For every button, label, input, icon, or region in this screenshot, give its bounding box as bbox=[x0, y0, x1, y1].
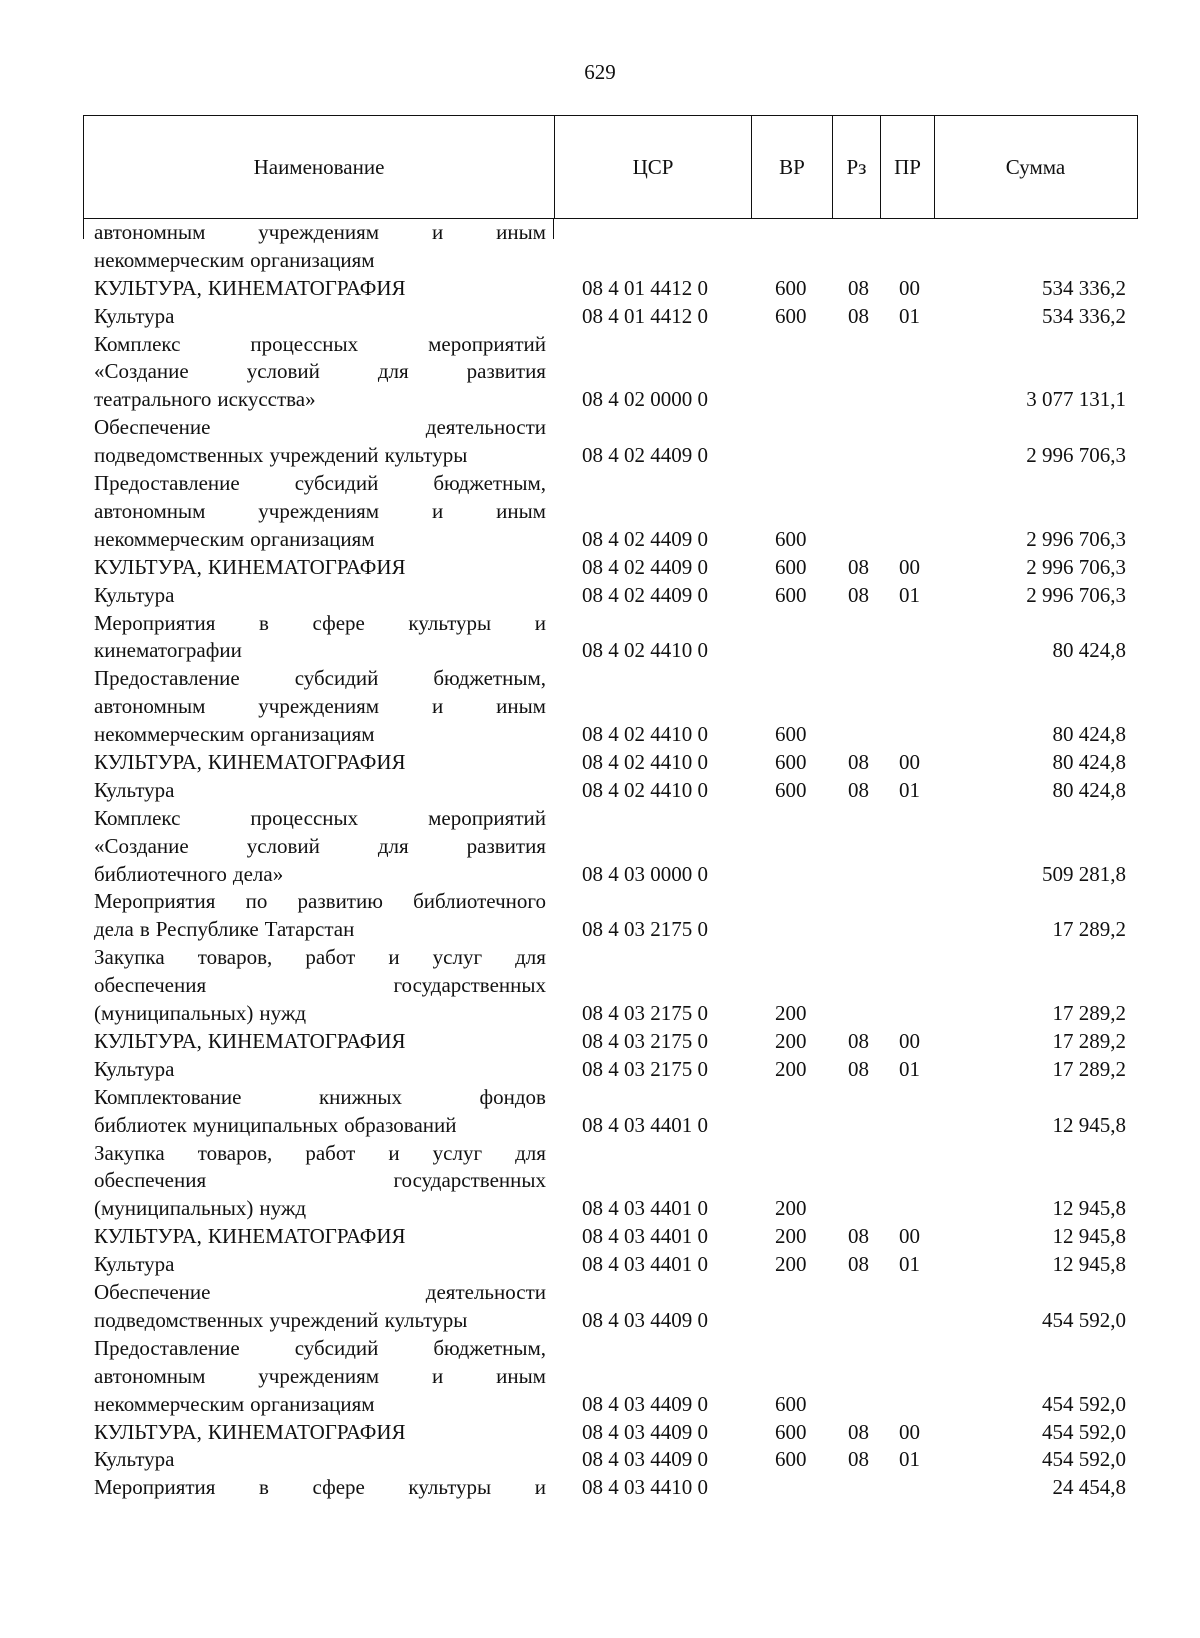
row-vr: 600 bbox=[775, 722, 807, 747]
row-name bbox=[94, 1084, 546, 1140]
table-row bbox=[0, 470, 1200, 554]
row-name bbox=[94, 1140, 546, 1224]
row-name-line: Обеспечение деятельности bbox=[94, 415, 546, 440]
header-rz: Рз bbox=[832, 116, 880, 218]
row-sum: 17 289,2 bbox=[1052, 1028, 1126, 1053]
row-vr: 600 bbox=[775, 526, 807, 551]
row-csr: 08 4 03 4409 0 bbox=[582, 1419, 708, 1444]
row-name bbox=[94, 665, 546, 749]
row-vr: 200 bbox=[775, 1252, 807, 1277]
row-pr: 00 bbox=[899, 275, 920, 300]
row-vr: 200 bbox=[775, 1001, 807, 1026]
row-sum: 24 454,8 bbox=[1052, 1475, 1126, 1500]
row-name-line: КУЛЬТУРА, КИНЕМАТОГРАФИЯ bbox=[94, 1419, 406, 1444]
row-sum: 534 336,2 bbox=[1042, 303, 1126, 328]
row-name bbox=[94, 1279, 546, 1335]
row-name-line: Предоставление субсидий бюджетным, bbox=[94, 1335, 546, 1360]
row-pr: 01 bbox=[899, 1252, 920, 1277]
table-row bbox=[0, 582, 1200, 610]
table-row bbox=[0, 1474, 1200, 1502]
row-csr: 08 4 02 4409 0 bbox=[582, 554, 708, 579]
row-vr: 600 bbox=[775, 750, 807, 775]
row-sum: 2 996 706,3 bbox=[1026, 554, 1126, 579]
row-name bbox=[94, 1056, 546, 1084]
table-row bbox=[0, 749, 1200, 777]
row-name-line: Культура bbox=[94, 1252, 175, 1277]
table-row bbox=[0, 1419, 1200, 1447]
row-sum: 454 592,0 bbox=[1042, 1447, 1126, 1472]
row-name-line: КУЛЬТУРА, КИНЕМАТОГРАФИЯ bbox=[94, 750, 406, 775]
row-vr: 600 bbox=[775, 303, 807, 328]
row-name bbox=[94, 610, 546, 666]
row-vr: 600 bbox=[775, 1447, 807, 1472]
row-sum: 3 077 131,1 bbox=[1026, 387, 1126, 412]
row-name bbox=[94, 1474, 546, 1502]
row-name bbox=[94, 303, 546, 331]
row-name-line: Культура bbox=[94, 777, 175, 802]
row-csr: 08 4 03 4401 0 bbox=[582, 1112, 708, 1137]
table-row bbox=[0, 219, 1200, 275]
row-name-line: автономным учреждениям и иным bbox=[94, 694, 546, 719]
row-name-line: обеспечения государственных bbox=[94, 1168, 546, 1193]
table-row bbox=[0, 777, 1200, 805]
row-vr: 200 bbox=[775, 1224, 807, 1249]
row-name-line: дела в Республике Татарстан bbox=[94, 917, 355, 942]
row-sum: 2 996 706,3 bbox=[1026, 443, 1126, 468]
row-sum: 454 592,0 bbox=[1042, 1419, 1126, 1444]
row-csr: 08 4 03 2175 0 bbox=[582, 917, 708, 942]
row-sum: 80 424,8 bbox=[1052, 638, 1126, 663]
row-vr: 200 bbox=[775, 1196, 807, 1221]
row-sum: 12 945,8 bbox=[1052, 1224, 1126, 1249]
row-rz: 08 bbox=[848, 275, 869, 300]
row-pr: 01 bbox=[899, 303, 920, 328]
row-name-line: «Создание условий для развития bbox=[94, 359, 546, 384]
row-rz: 08 bbox=[848, 1447, 869, 1472]
table-row bbox=[0, 1028, 1200, 1056]
row-rz: 08 bbox=[848, 777, 869, 802]
table-row bbox=[0, 1335, 1200, 1419]
row-sum: 534 336,2 bbox=[1042, 275, 1126, 300]
row-name bbox=[94, 582, 546, 610]
row-name bbox=[94, 1335, 546, 1419]
row-csr: 08 4 02 4410 0 bbox=[582, 750, 708, 775]
row-vr: 600 bbox=[775, 777, 807, 802]
row-csr: 08 4 02 4410 0 bbox=[582, 638, 708, 663]
row-name-line: Культура bbox=[94, 582, 175, 607]
row-vr: 600 bbox=[775, 1391, 807, 1416]
table-row bbox=[0, 414, 1200, 470]
row-name-line: (муниципальных) нужд bbox=[94, 1001, 307, 1026]
row-vr: 600 bbox=[775, 1419, 807, 1444]
row-rz: 08 bbox=[848, 750, 869, 775]
row-csr: 08 4 03 2175 0 bbox=[582, 1056, 708, 1081]
table-row bbox=[0, 610, 1200, 666]
header-csr: ЦСР bbox=[554, 116, 751, 218]
row-csr: 08 4 03 4409 0 bbox=[582, 1391, 708, 1416]
row-name-line: театрального искусства» bbox=[94, 387, 316, 412]
row-name-line: Комплекс процессных мероприятий bbox=[94, 805, 546, 830]
row-name-line: Мероприятия по развитию библиотечного bbox=[94, 889, 546, 914]
table-row bbox=[0, 275, 1200, 303]
row-name-line: некоммерческим организациям bbox=[94, 722, 375, 747]
table-row bbox=[0, 888, 1200, 944]
row-csr: 08 4 03 4401 0 bbox=[582, 1224, 708, 1249]
row-pr: 01 bbox=[899, 1447, 920, 1472]
row-name bbox=[94, 219, 546, 275]
row-name-line: Обеспечение деятельности bbox=[94, 1280, 546, 1305]
row-csr: 08 4 01 4412 0 bbox=[582, 275, 708, 300]
row-name bbox=[94, 1028, 546, 1056]
row-name-line: подведомственных учреждений культуры bbox=[94, 443, 468, 468]
row-rz: 08 bbox=[848, 1028, 869, 1053]
row-name-line: Культура bbox=[94, 303, 175, 328]
row-rz: 08 bbox=[848, 582, 869, 607]
table-body bbox=[0, 219, 1200, 1502]
row-name-line: Предоставление субсидий бюджетным, bbox=[94, 471, 546, 496]
row-csr: 08 4 02 4410 0 bbox=[582, 722, 708, 747]
row-name bbox=[94, 1446, 546, 1474]
table-row bbox=[0, 1084, 1200, 1140]
row-pr: 00 bbox=[899, 554, 920, 579]
row-rz: 08 bbox=[848, 554, 869, 579]
row-name-line: КУЛЬТУРА, КИНЕМАТОГРАФИЯ bbox=[94, 275, 406, 300]
row-sum: 2 996 706,3 bbox=[1026, 526, 1126, 551]
table-row bbox=[0, 331, 1200, 415]
row-csr: 08 4 02 0000 0 bbox=[582, 387, 708, 412]
row-name-line: Комплектование книжных фондов bbox=[94, 1084, 546, 1109]
row-name bbox=[94, 470, 546, 554]
row-csr: 08 4 03 2175 0 bbox=[582, 1001, 708, 1026]
row-vr: 600 bbox=[775, 582, 807, 607]
table-row bbox=[0, 1446, 1200, 1474]
row-csr: 08 4 03 4401 0 bbox=[582, 1252, 708, 1277]
row-name-line: Закупка товаров, работ и услуг для bbox=[94, 945, 546, 970]
page-number: 629 bbox=[584, 60, 616, 84]
row-name bbox=[94, 331, 546, 415]
row-name bbox=[94, 1419, 546, 1447]
row-sum: 2 996 706,3 bbox=[1026, 582, 1126, 607]
row-sum: 17 289,2 bbox=[1052, 1001, 1126, 1026]
row-name-line: (муниципальных) нужд bbox=[94, 1196, 307, 1221]
row-name bbox=[94, 944, 546, 1028]
row-name bbox=[94, 275, 546, 303]
row-sum: 12 945,8 bbox=[1052, 1196, 1126, 1221]
row-name-line: Культура bbox=[94, 1447, 175, 1472]
row-sum: 12 945,8 bbox=[1052, 1252, 1126, 1277]
row-name-line: КУЛЬТУРА, КИНЕМАТОГРАФИЯ bbox=[94, 1224, 406, 1249]
row-csr: 08 4 03 4401 0 bbox=[582, 1196, 708, 1221]
row-name-line: автономным учреждениям и иным bbox=[94, 1363, 546, 1388]
row-name-line: библиотек муниципальных образований bbox=[94, 1112, 457, 1137]
row-pr: 00 bbox=[899, 1224, 920, 1249]
row-name-line: Культура bbox=[94, 1056, 175, 1081]
table-row bbox=[0, 1056, 1200, 1084]
table-row bbox=[0, 944, 1200, 1028]
row-name-line: Мероприятия в сфере культуры и bbox=[94, 610, 546, 635]
row-rz: 08 bbox=[848, 1056, 869, 1081]
table-row bbox=[0, 1223, 1200, 1251]
row-pr: 00 bbox=[899, 1028, 920, 1053]
table-header bbox=[83, 115, 1138, 219]
row-name bbox=[94, 1223, 546, 1251]
row-name-line: «Создание условий для развития bbox=[94, 833, 546, 858]
row-sum: 80 424,8 bbox=[1052, 722, 1126, 747]
row-name bbox=[94, 805, 546, 889]
row-name-line: обеспечения государственных bbox=[94, 973, 546, 998]
row-name-line: Комплекс процессных мероприятий bbox=[94, 331, 546, 356]
table-row bbox=[0, 1140, 1200, 1224]
header-pr: ПР bbox=[880, 116, 934, 218]
row-vr: 200 bbox=[775, 1028, 807, 1053]
row-csr: 08 4 02 4409 0 bbox=[582, 526, 708, 551]
row-name-line: КУЛЬТУРА, КИНЕМАТОГРАФИЯ bbox=[94, 554, 406, 579]
row-name bbox=[94, 414, 546, 470]
row-vr: 600 bbox=[775, 554, 807, 579]
row-sum: 454 592,0 bbox=[1042, 1391, 1126, 1416]
table-row bbox=[0, 665, 1200, 749]
row-rz: 08 bbox=[848, 1419, 869, 1444]
row-csr: 08 4 03 0000 0 bbox=[582, 861, 708, 886]
row-vr: 600 bbox=[775, 275, 807, 300]
row-csr: 08 4 02 4409 0 bbox=[582, 443, 708, 468]
header-name: Наименование bbox=[253, 154, 385, 179]
row-name-line: автономным учреждениям и иным bbox=[94, 220, 546, 244]
row-sum: 17 289,2 bbox=[1052, 917, 1126, 942]
table-row bbox=[0, 554, 1200, 582]
row-sum: 454 592,0 bbox=[1042, 1307, 1126, 1332]
row-pr: 00 bbox=[899, 750, 920, 775]
row-csr: 08 4 02 4410 0 bbox=[582, 777, 708, 802]
row-csr: 08 4 03 2175 0 bbox=[582, 1028, 708, 1053]
row-sum: 80 424,8 bbox=[1052, 777, 1126, 802]
row-rz: 08 bbox=[848, 1252, 869, 1277]
row-csr: 08 4 03 4409 0 bbox=[582, 1307, 708, 1332]
row-name-line: Мероприятия в сфере культуры и bbox=[94, 1475, 546, 1500]
row-name-line: некоммерческим организациям bbox=[94, 247, 375, 272]
row-csr: 08 4 01 4412 0 bbox=[582, 303, 708, 328]
row-pr: 01 bbox=[899, 1056, 920, 1081]
row-rz: 08 bbox=[848, 303, 869, 328]
row-pr: 01 bbox=[899, 777, 920, 802]
row-name-line: некоммерческим организациям bbox=[94, 526, 375, 551]
header-vr: ВР bbox=[751, 116, 832, 218]
row-name bbox=[94, 888, 546, 944]
row-name bbox=[94, 777, 546, 805]
row-name-line: подведомственных учреждений культуры bbox=[94, 1307, 468, 1332]
table-row bbox=[0, 1279, 1200, 1335]
row-name-line: Закупка товаров, работ и услуг для bbox=[94, 1140, 546, 1165]
row-csr: 08 4 02 4409 0 bbox=[582, 582, 708, 607]
row-name-line: автономным учреждениям и иным bbox=[94, 498, 546, 523]
row-sum: 17 289,2 bbox=[1052, 1056, 1126, 1081]
row-name-line: КУЛЬТУРА, КИНЕМАТОГРАФИЯ bbox=[94, 1028, 406, 1053]
row-pr: 00 bbox=[899, 1419, 920, 1444]
row-name-line: кинематографии bbox=[94, 638, 242, 663]
header-sum: Сумма bbox=[934, 116, 1136, 218]
table-row bbox=[0, 303, 1200, 331]
row-sum: 12 945,8 bbox=[1052, 1112, 1126, 1137]
table-row bbox=[0, 1251, 1200, 1279]
row-csr: 08 4 03 4409 0 bbox=[582, 1447, 708, 1472]
row-name-line: Предоставление субсидий бюджетным, bbox=[94, 666, 546, 691]
row-name bbox=[94, 1251, 546, 1279]
row-sum: 509 281,8 bbox=[1042, 861, 1126, 886]
table-row bbox=[0, 805, 1200, 889]
row-name bbox=[94, 554, 546, 582]
row-vr: 200 bbox=[775, 1056, 807, 1081]
row-csr: 08 4 03 4410 0 bbox=[582, 1475, 708, 1500]
row-rz: 08 bbox=[848, 1224, 869, 1249]
row-sum: 80 424,8 bbox=[1052, 750, 1126, 775]
row-name-line: некоммерческим организациям bbox=[94, 1391, 375, 1416]
row-name-line: библиотечного дела» bbox=[94, 861, 284, 886]
row-pr: 01 bbox=[899, 582, 920, 607]
row-name bbox=[94, 749, 546, 777]
